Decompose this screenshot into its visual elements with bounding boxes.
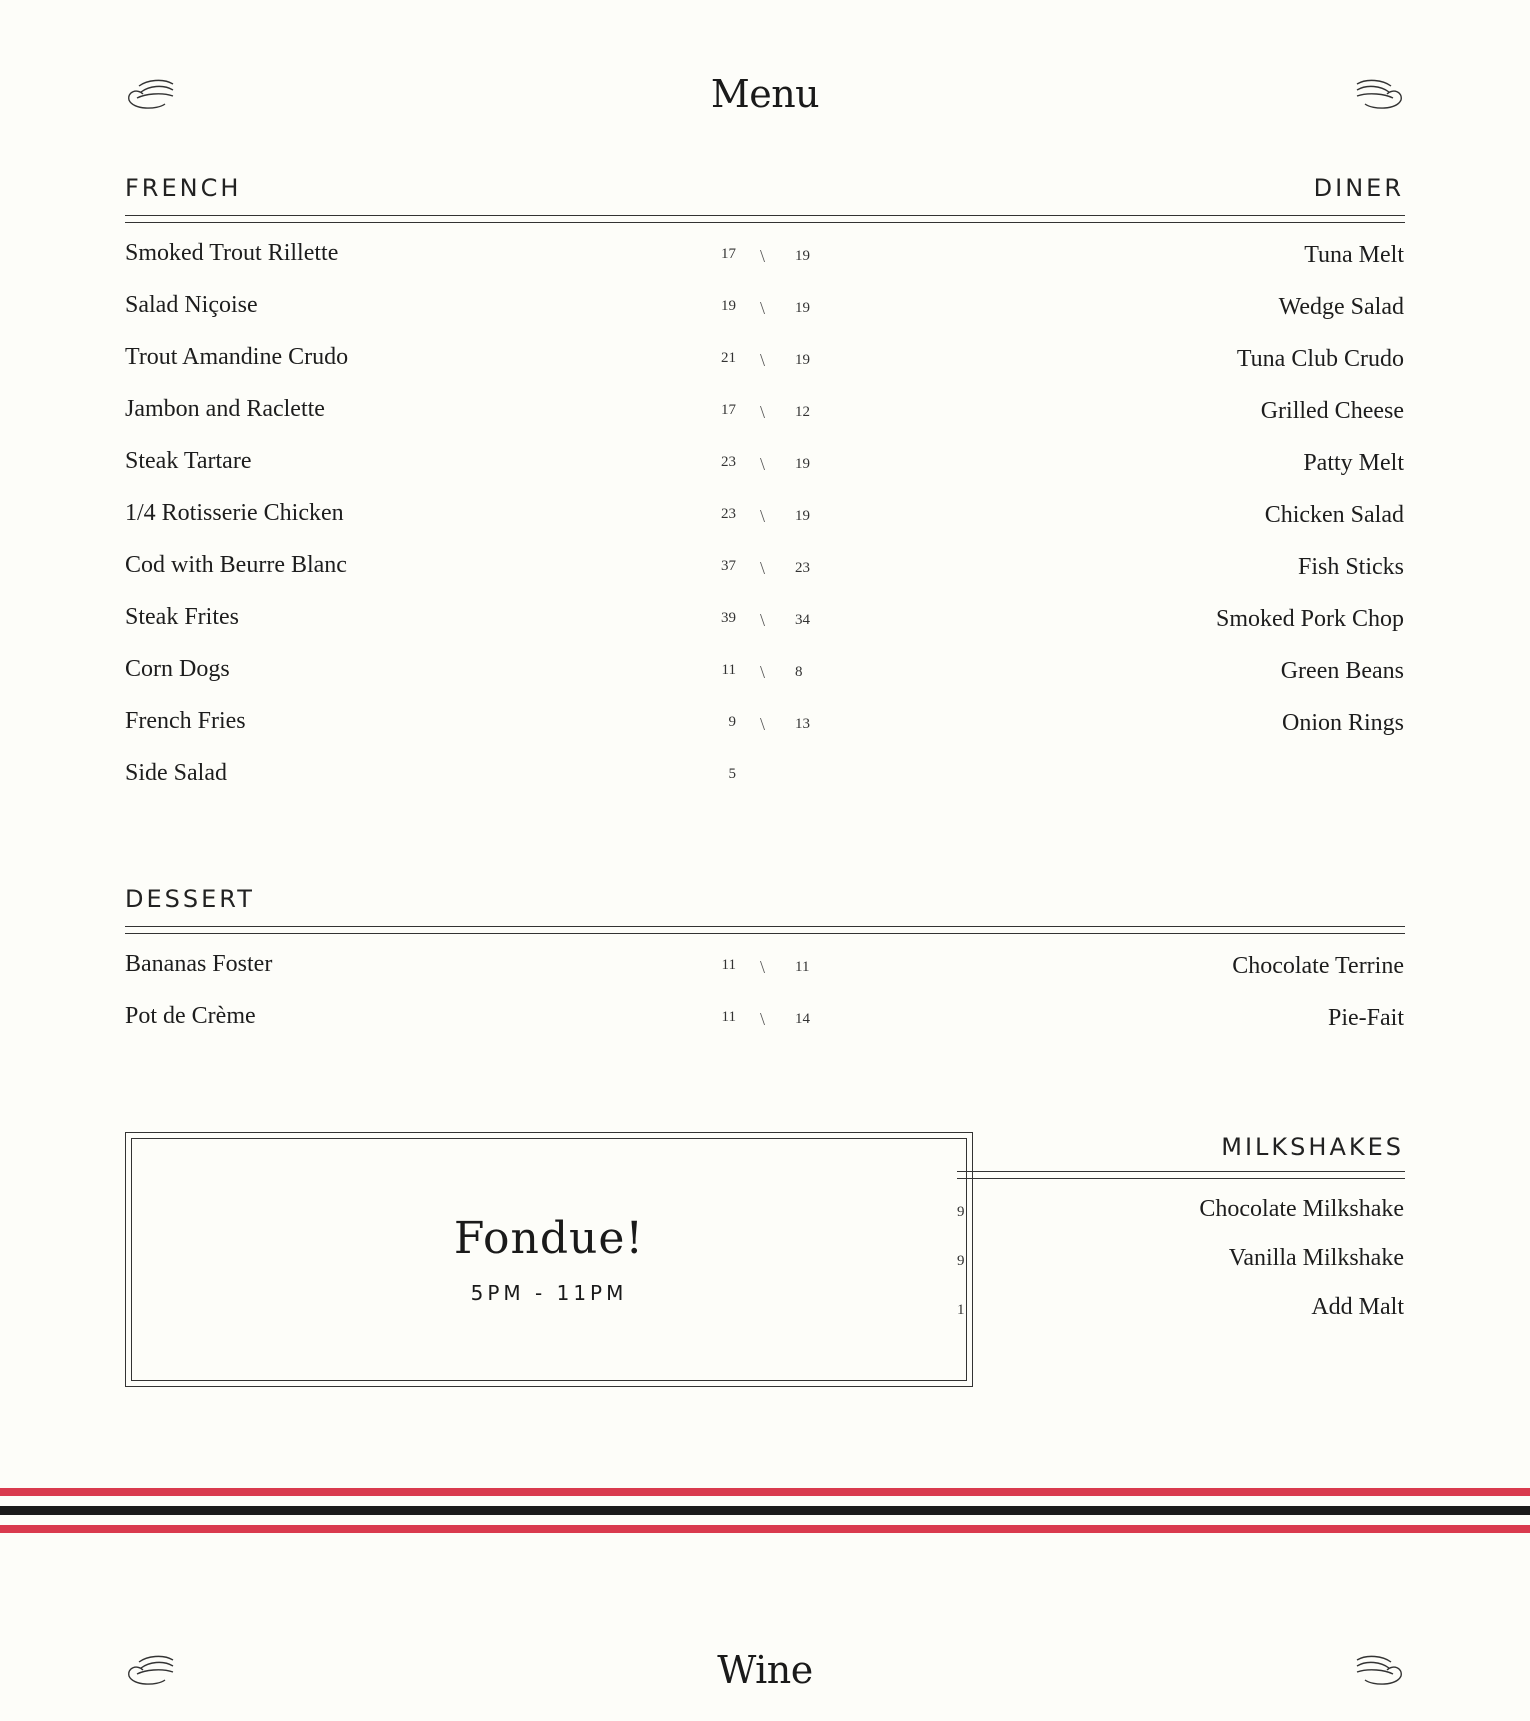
diner-item-price: 34 <box>795 612 810 628</box>
diner-item-price: 19 <box>795 352 810 368</box>
french-item-name: French Fries <box>125 708 246 734</box>
diner-item-price: 8 <box>795 664 803 680</box>
french-item-name: Steak Tartare <box>125 448 252 474</box>
price-separator: \ <box>760 402 766 422</box>
fondue-box <box>125 1132 973 1387</box>
french-item-price: 23 <box>721 506 736 522</box>
french-item-price: 17 <box>721 246 736 262</box>
section-heading-french: FRENCH <box>125 174 242 202</box>
diner-item-name: Patty Melt <box>1303 450 1404 476</box>
price-separator: \ <box>760 506 766 526</box>
diner-item-name: Fish Sticks <box>1297 554 1404 580</box>
section-heading-dessert: DESSERT <box>125 885 255 913</box>
price-separator: \ <box>760 714 766 734</box>
french-item-name: Cod with Beurre Blanc <box>125 552 347 578</box>
price-separator: \ <box>760 298 766 318</box>
black-stripe <box>0 1506 1530 1515</box>
menu-title: Menu <box>710 72 820 116</box>
decorative-stripes <box>0 1480 1530 1540</box>
diner-item-name: Tuna Melt <box>1304 242 1404 268</box>
price-separator: \ <box>760 1009 766 1029</box>
milkshake-price: 9 <box>957 1253 965 1269</box>
milkshake-name: Vanilla Milkshake <box>1228 1245 1404 1271</box>
dessert-item-price: 11 <box>795 959 810 975</box>
french-item-price: 11 <box>721 662 736 678</box>
dessert-item-price: 14 <box>795 1011 810 1027</box>
diner-item-name: Tuna Club Crudo <box>1236 346 1404 372</box>
milkshake-price: 9 <box>957 1204 965 1220</box>
price-separator: \ <box>760 610 766 630</box>
section-heading-milkshakes: MILKSHAKES <box>1221 1133 1404 1161</box>
fondue-hours: 5PM - 11PM <box>470 1281 628 1305</box>
french-item-price: 5 <box>728 766 736 782</box>
fondue-title: Fondue! <box>453 1213 645 1264</box>
dessert-item-name: Chocolate Terrine <box>1232 953 1404 979</box>
french-item-name: Smoked Trout Rillette <box>125 240 339 266</box>
diner-item-price: 19 <box>795 456 810 472</box>
flourish-icon-right <box>1353 76 1405 112</box>
flourish-icon-right <box>1353 1652 1405 1688</box>
price-separator: \ <box>760 558 766 578</box>
french-item-name: 1/4 Rotisserie Chicken <box>125 500 344 526</box>
price-separator: \ <box>760 662 766 682</box>
red-stripe <box>0 1488 1530 1496</box>
french-item-name: Side Salad <box>125 760 227 786</box>
diner-item-price: 23 <box>795 560 810 576</box>
french-item-name: Jambon and Raclette <box>125 396 325 422</box>
french-item-price: 17 <box>721 402 736 418</box>
diner-item-name: Onion Rings <box>1281 710 1404 736</box>
french-item-price: 9 <box>728 714 736 730</box>
diner-item-name: Chicken Salad <box>1264 502 1404 528</box>
diner-item-name: Green Beans <box>1280 658 1404 684</box>
milkshake-name: Chocolate Milkshake <box>1199 1196 1404 1222</box>
section-rule <box>957 1171 1405 1179</box>
dessert-item-price: 11 <box>721 1009 736 1025</box>
price-separator: \ <box>760 246 766 266</box>
dessert-item-name: Bananas Foster <box>125 951 273 977</box>
diner-item-price: 13 <box>795 716 810 732</box>
price-separator: \ <box>760 350 766 370</box>
french-item-price: 37 <box>721 558 736 574</box>
diner-item-name: Wedge Salad <box>1278 294 1404 320</box>
french-item-name: Corn Dogs <box>125 656 230 682</box>
french-item-price: 21 <box>721 350 736 366</box>
section-heading-diner: DINER <box>1313 174 1404 202</box>
section-rule <box>125 215 1405 223</box>
price-separator: \ <box>760 957 766 977</box>
milkshake-name: Add Malt <box>1311 1294 1404 1320</box>
milkshake-price: 1 <box>957 1302 965 1318</box>
french-item-price: 39 <box>721 610 736 626</box>
french-item-price: 23 <box>721 454 736 470</box>
wine-title: Wine <box>717 1648 813 1692</box>
diner-item-name: Grilled Cheese <box>1260 398 1404 424</box>
dessert-item-price: 11 <box>721 957 736 973</box>
section-rule <box>125 926 1405 934</box>
red-stripe <box>0 1525 1530 1533</box>
diner-item-price: 19 <box>795 248 810 264</box>
dessert-item-name: Pie-Fait <box>1328 1005 1404 1031</box>
french-item-name: Trout Amandine Crudo <box>125 344 349 370</box>
flourish-icon-left <box>125 1652 177 1688</box>
diner-item-price: 19 <box>795 508 810 524</box>
diner-item-price: 12 <box>795 404 810 420</box>
french-item-price: 19 <box>721 298 736 314</box>
dessert-item-name: Pot de Crème <box>125 1003 256 1029</box>
price-separator: \ <box>760 454 766 474</box>
flourish-icon-left <box>125 76 177 112</box>
diner-item-name: Smoked Pork Chop <box>1215 606 1404 632</box>
french-item-name: Steak Frites <box>125 604 239 630</box>
diner-item-price: 19 <box>795 300 810 316</box>
french-item-name: Salad Niçoise <box>125 292 258 318</box>
